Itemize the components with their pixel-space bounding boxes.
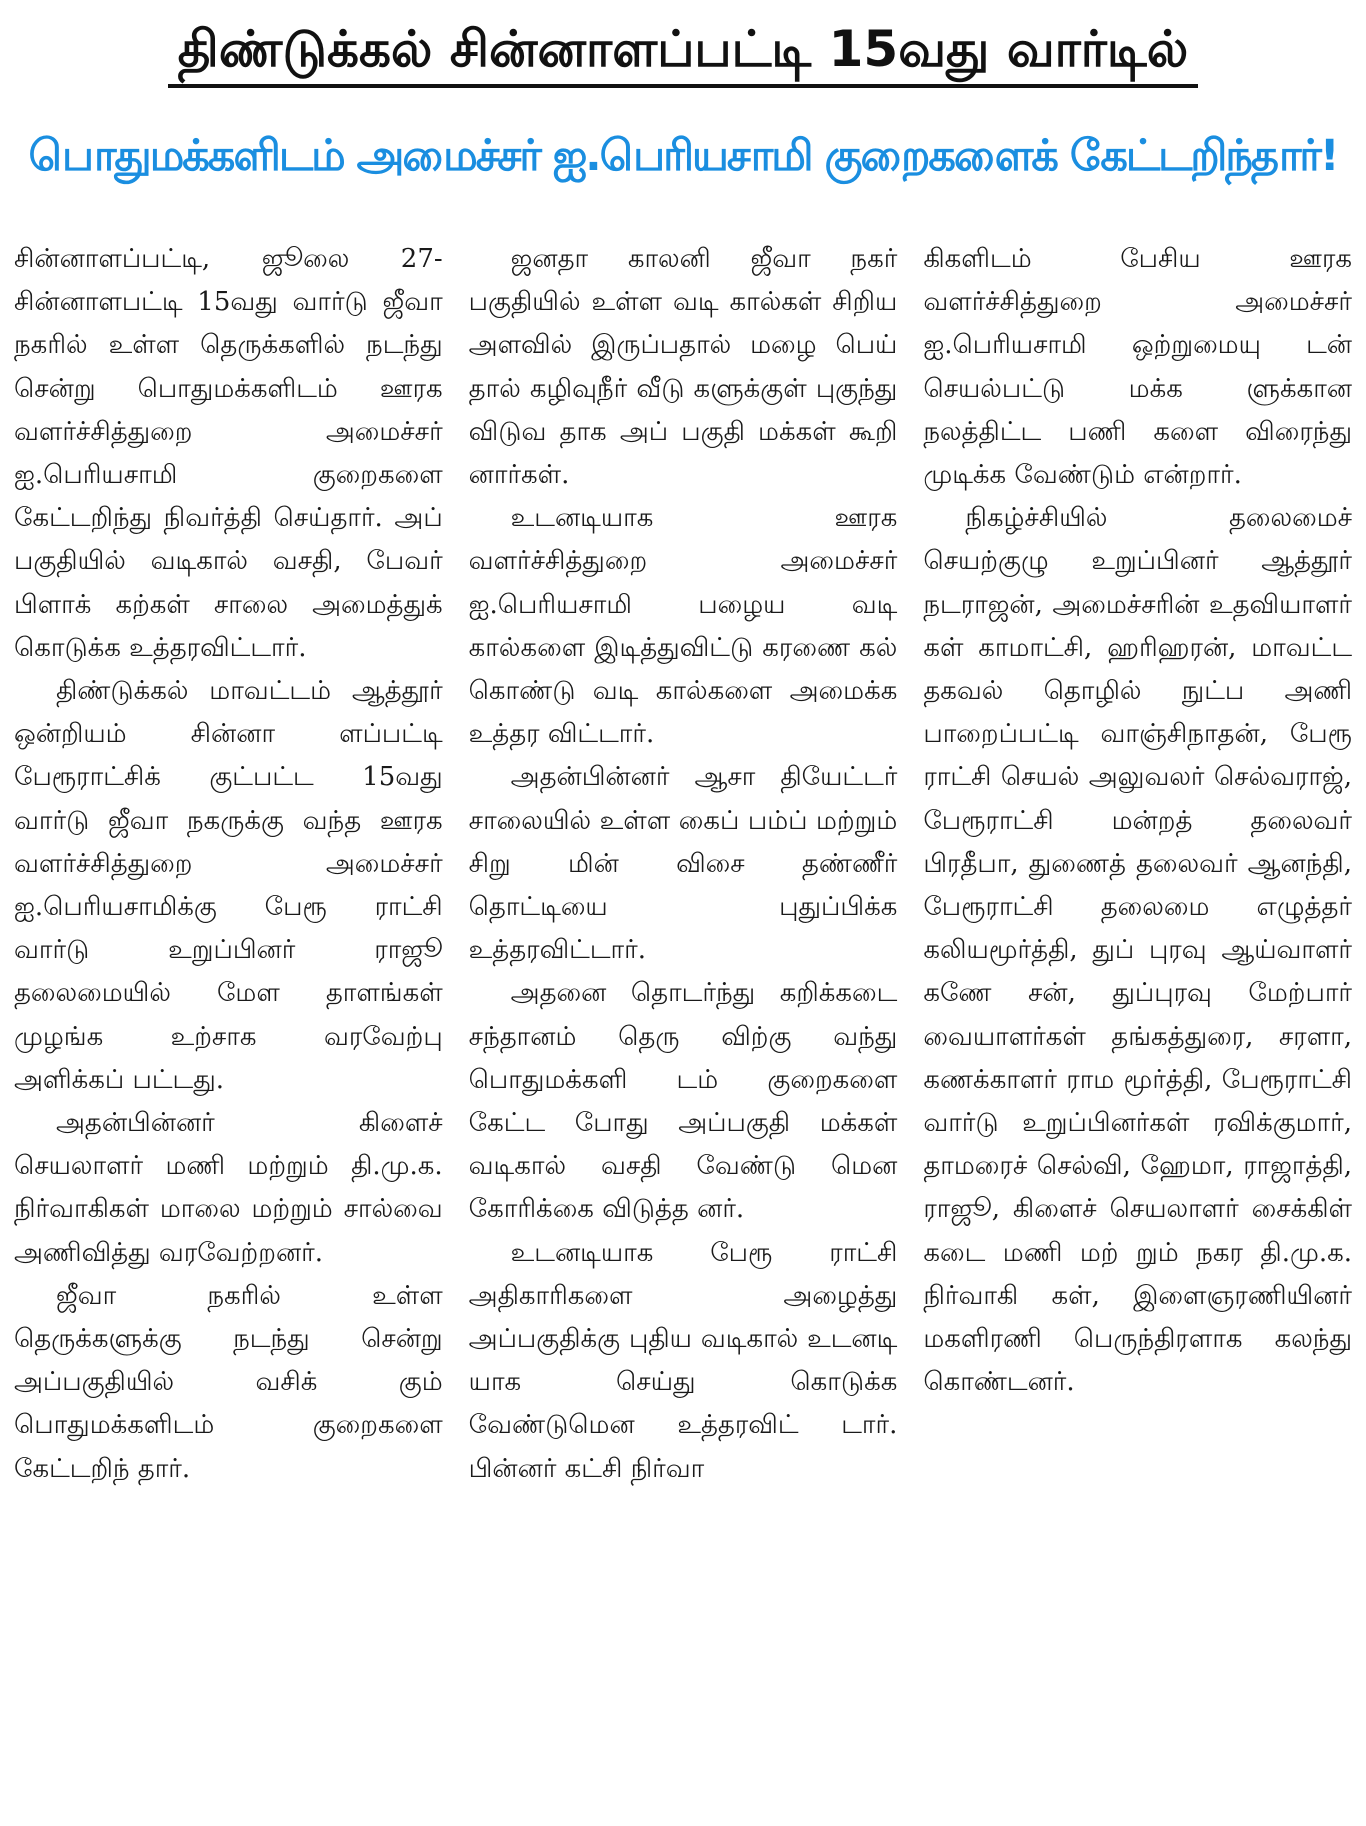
paragraph: உடனடியாக பேரூ ராட்சி அதிகாரிகளை அழைத்து அப்பகுதிக்கு புதிய வடிகால் உடனடி யாக செய்து கொடுக்க வேண்டுமென உத்தரவிட் டார். பின்னர் கட்சி நிர்வா [468,1237,898,1484]
paragraph: திண்டுக்கல் மாவட்டம் ஆத்தூர் ஒன்றியம் சின்னா ளப்பட்டி பேரூராட்சிக் குட்பட்ட 15வது வார்டு ஜீவா நகருக்கு வந்த ஊரக வளர்ச்சித்துறை அமைச்சர் ஐ.பெரியசாமிக்கு பேரூ ராட்சி வார்டு உறுப்பினர் ராஜூ தலைமையில் மேள தாளங்கள் முழங்க உற்சாக வரவேற்பு அளிக்கப் பட்டது. [14,676,443,1095]
paragraph: அதன்பின்னர் ஆசா தியேட்டர் சாலையில் உள்ள கைப் பம்ப் மற்றும் சிறு மின் விசை தண்ணீர் தொட்டியை புதுப்பிக்க உத்தரவிட்டார். [468,762,898,966]
paragraph: உடனடியாக ஊரக வளர்ச்சித்துறை அமைச்சர் ஐ.பெரியசாமி பழைய வடி கால்களை இடித்துவிட்டு கரணை கல் கொண்டு வடி கால்களை அமைக்க உத்தர விட்டார். [468,503,898,750]
paragraph: அதன்பின்னர் கிளைச் செயலாளர் மணி மற்றும் தி.மு.க. நிர்வாகிகள் மாலை மற்றும் சால்வை அணிவித்து வரவேற்றனர். [14,1108,443,1268]
paragraph: அதனை தொடர்ந்து கறிக்கடை சந்தானம் தெரு விற்கு வந்து பொதுமக்களி டம் குறைகளை கேட்ட போது அப்பகுதி மக்கள் வடிகால் வசதி வேண்டு மென கோரிக்கை விடுத்த னர். [468,978,898,1225]
column-1 [14,238,443,1491]
kicker-text: திண்டுக்கல் சின்னாளப்பட்டி 15வது வார்டில் [168,14,1198,88]
headline: பொதுமக்களிடம் அமைச்சர் ஐ.பெரியசாமி குறைகளைக் கேட்டறிந்தார்! [28,131,1338,181]
paragraph: ஜீவா நகரில் உள்ள தெருக்களுக்கு நடந்து சென்று அப்பகுதியில் வசிக் கும் பொதுமக்களிடம் குறைகளை கேட்டறிந் தார். [14,1280,443,1484]
column-3 [923,238,1352,1491]
paragraph: சின்னாளப்பட்டி, ஜூலை 27- சின்னாளபட்டி 15வது வார்டு ஜீவா நகரில் உள்ள தெருக்களில் நடந்து சென்று பொதுமக்களிடம் ஊரக வளர்ச்சித்துறை அமைச்சர் ஐ.பெரியசாமி குறைகளை கேட்டறிந்து நிவர்த்தி செய்தார். அப் பகுதியில் வடிகால் வசதி, பேவர் பிளாக் கற்கள் சாலை அமைத்துக் கொடுக்க உத்தரவிட்டார். [14,244,443,663]
article-body [10,238,1356,1491]
paragraph: நிகழ்ச்சியில் தலைமைச் செயற்குழு உறுப்பினர் ஆத்தூர் நடராஜன், அமைச்சரின் உதவியாளர் கள் காமாட்சி, ஹரிஹரன், மாவட்ட தகவல் தொழில் நுட்ப அணி பாறைப்பட்டி வாஞ்சிநாதன், பேரூ ராட்சி செயல் அலுவலர் செல்வராஜ், பேரூராட்சி மன்றத் தலைவர் பிரதீபா, துணைத் தலைவர் ஆனந்தி, பேரூராட்சி தலைமை எழுத்தர் கலியமூர்த்தி, துப் புரவு ஆய்வாளர் கணே சன், துப்புரவு மேற்பார் வையாளர்கள் தங்கத்துரை, சரளா, கணக்காளர் ராம மூர்த்தி, பேரூராட்சி வார்டு உறுப்பினர்கள் ரவிக்குமார், தாமரைச் செல்வி, ஹேமா, ராஜாத்தி, ராஜூ, கிளைச் செயலாளர் சைக்கிள் கடை மணி மற் றும் நகர தி.மு.க. நிர்வாகி கள், இளைஞரணியினர் மகளிரணி பெருந்திரளாக கலந்து கொண்டனர். [923,503,1353,1398]
paragraph: கிகளிடம் பேசிய ஊரக வளர்ச்சித்துறை அமைச்சர் ஐ.பெரியசாமி ஒற்றுமையு டன் செயல்பட்டு மக்க ளுக்கான நலத்திட்ட பணி களை விரைந்து முடிக்க வேண்டும் என்றார். [923,244,1353,491]
kicker-line [10,0,1356,88]
column-2 [469,238,898,1491]
paragraph: ஜனதா காலனி ஜீவா நகர் பகுதியில் உள்ள வடி கால்கள் சிறிய அளவில் இருப்பதால் மழை பெய் தால் கழிவுநீர் வீடு களுக்குள் புகுந்து விடுவ தாக அப் பகுதி மக்கள் கூறி னார்கள். [468,244,898,491]
